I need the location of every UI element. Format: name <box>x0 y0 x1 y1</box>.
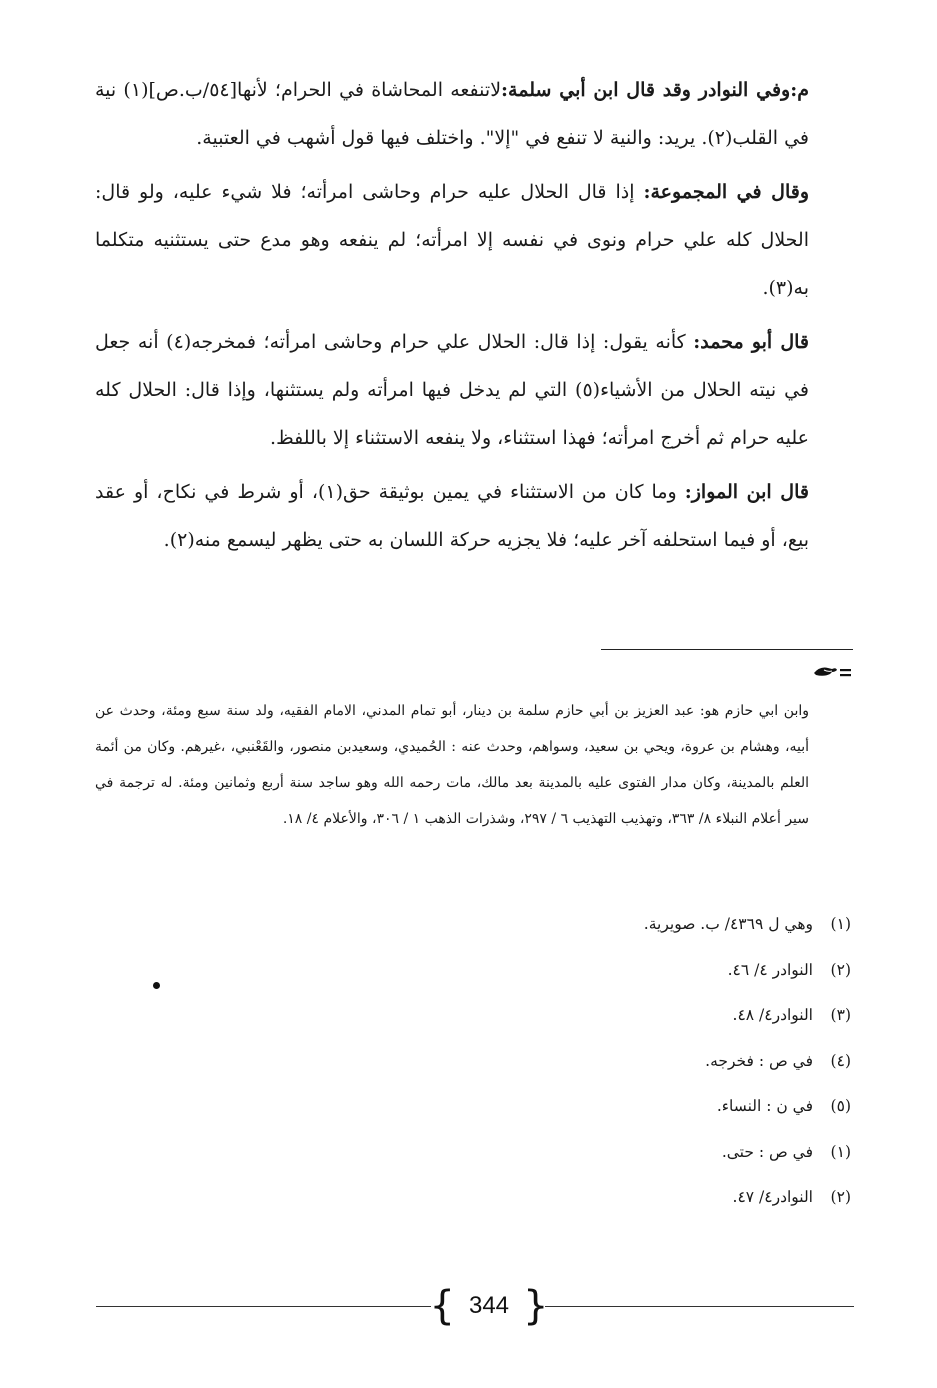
footnote-number: (٢) <box>830 960 851 979</box>
footnote-number: (١) <box>830 1142 851 1161</box>
paragraph-lead: قال ابن المواز: <box>684 481 809 503</box>
page-number-rule-right <box>545 1306 854 1307</box>
footnote-text: في ص : فخرجه. <box>705 1051 813 1070</box>
footnote-text: النوادر٤/ ٤٧. <box>732 1188 813 1206</box>
footnotes-list <box>251 902 851 1221</box>
footnote-number: (٤) <box>830 1051 851 1070</box>
paragraph-lead: قال أبو محمد: <box>693 331 810 353</box>
right-bracket-icon: } <box>523 1283 549 1329</box>
footnote-text: في ن : النساء. <box>716 1097 813 1115</box>
footnote-item <box>251 1130 851 1176</box>
footnote-number: (٢) <box>830 1188 851 1206</box>
main-text <box>95 66 809 570</box>
footnote-number: (١) <box>830 915 851 933</box>
paragraph-body: إذا قال الحلال عليه حرام وحاشى امرأته؛ فلا شيء عليه، ولو قال: الحلال كله علي حرام ونوى في نفسه إلا امرأته؛ لم ينفعه وهو مدع حتى يستثنيه متكلما به(٣). <box>95 181 809 299</box>
footnote-item <box>251 1039 851 1085</box>
ink-dot <box>153 982 160 989</box>
page-number: 344 <box>468 1292 510 1319</box>
paragraph-2 <box>95 168 809 312</box>
left-bracket-icon: { <box>429 1283 455 1329</box>
paragraph-1 <box>95 66 809 162</box>
footnote-text: النوادر ٤/ ٤٦. <box>727 960 813 979</box>
paragraph-4 <box>95 468 809 564</box>
paragraph-body: وما كان من الاستثناء في يمين بوثيقة حق(١)، أو شرط في نكاح، أو عقد بيع، أو فيما استحلفه آخر عليه؛ فلا يجزيه حركة اللسان به حتى يظهر ليسمع منه(٢). <box>95 481 809 551</box>
footnote-number: (٣) <box>830 1006 851 1024</box>
paragraph-lead: م:وفي النوادر وقد قال ابن أبي سلمة: <box>501 79 809 101</box>
footnote-number: (٥) <box>830 1097 851 1115</box>
footnote-item <box>251 902 851 948</box>
footnote-item <box>251 948 851 994</box>
pointing-hand-equals-icon <box>810 661 854 683</box>
footnote-text: وهي ل ٤٣٦٩/ ب. صويرية. <box>643 915 813 933</box>
paragraph-body: لاتنفعه المحاشاة في الحرام؛ لأنها[٥٤/ب.ص](١) نية في القلب(٢). يريد: والنية لا تنفع في "إلا". واختلف فيها قول أشهب في العتبية. <box>95 79 809 149</box>
page-number-frame <box>429 1282 549 1330</box>
footnote-item <box>251 1084 851 1130</box>
footnote-text: النوادر٤/ ٤٨. <box>732 1006 813 1024</box>
footnote-text: في ص : حتى. <box>721 1142 813 1161</box>
paragraph-body: كأنه يقول: إذا قال: الحلال علي حرام وحاشى امرأته؛ فمخرجه(٤) أنه جعل في نيته الحلال من الأشياء(٥) التي لم يدخل فيها امرأته ولم يستثنها، وإذا قال: الحلال كله عليه حرام ثم أخرج امرأته؛ فهذا استثناء، ولا ينفعه الاستثناء إلا باللفظ. <box>95 331 809 449</box>
footnote-item <box>251 1175 851 1221</box>
page-number-rule-left <box>96 1306 431 1307</box>
footnote-separator <box>601 649 853 650</box>
paragraph-3 <box>95 318 809 462</box>
paragraph-lead: وقال في المجموعة: <box>643 181 809 203</box>
footnote-item <box>251 993 851 1039</box>
footnote-continuation: وابن ابي حازم هو: عبد العزيز بن أبي حازم سلمة بن دينار، أبو تمام المدني، الامام الفقيه، ولد سنة سبع ومئة، وحدث عن أبيه، وهشام بن عروة، ويحي بن سعيد، وسواهم، وحدث عنه : الحُميدي، وسعيدبن منصور، والقَعْنبي، ،غيرهم. وكان من أئمة العلم بالمدينة، وكان مدار الفتوى عليه بالمدينة بعد مالك، مات رحمه الله وهو ساجد سنة أربع وثمانين ومئة. له ترجمة في سير أعلام النبلاء ٨/ ٣٦٣، وتهذيب التهذيب ٦ / ٢٩٧، وشذرات الذهب ١ / ٣٠٦، والأعلام ٤/ ١٨. <box>95 703 809 827</box>
